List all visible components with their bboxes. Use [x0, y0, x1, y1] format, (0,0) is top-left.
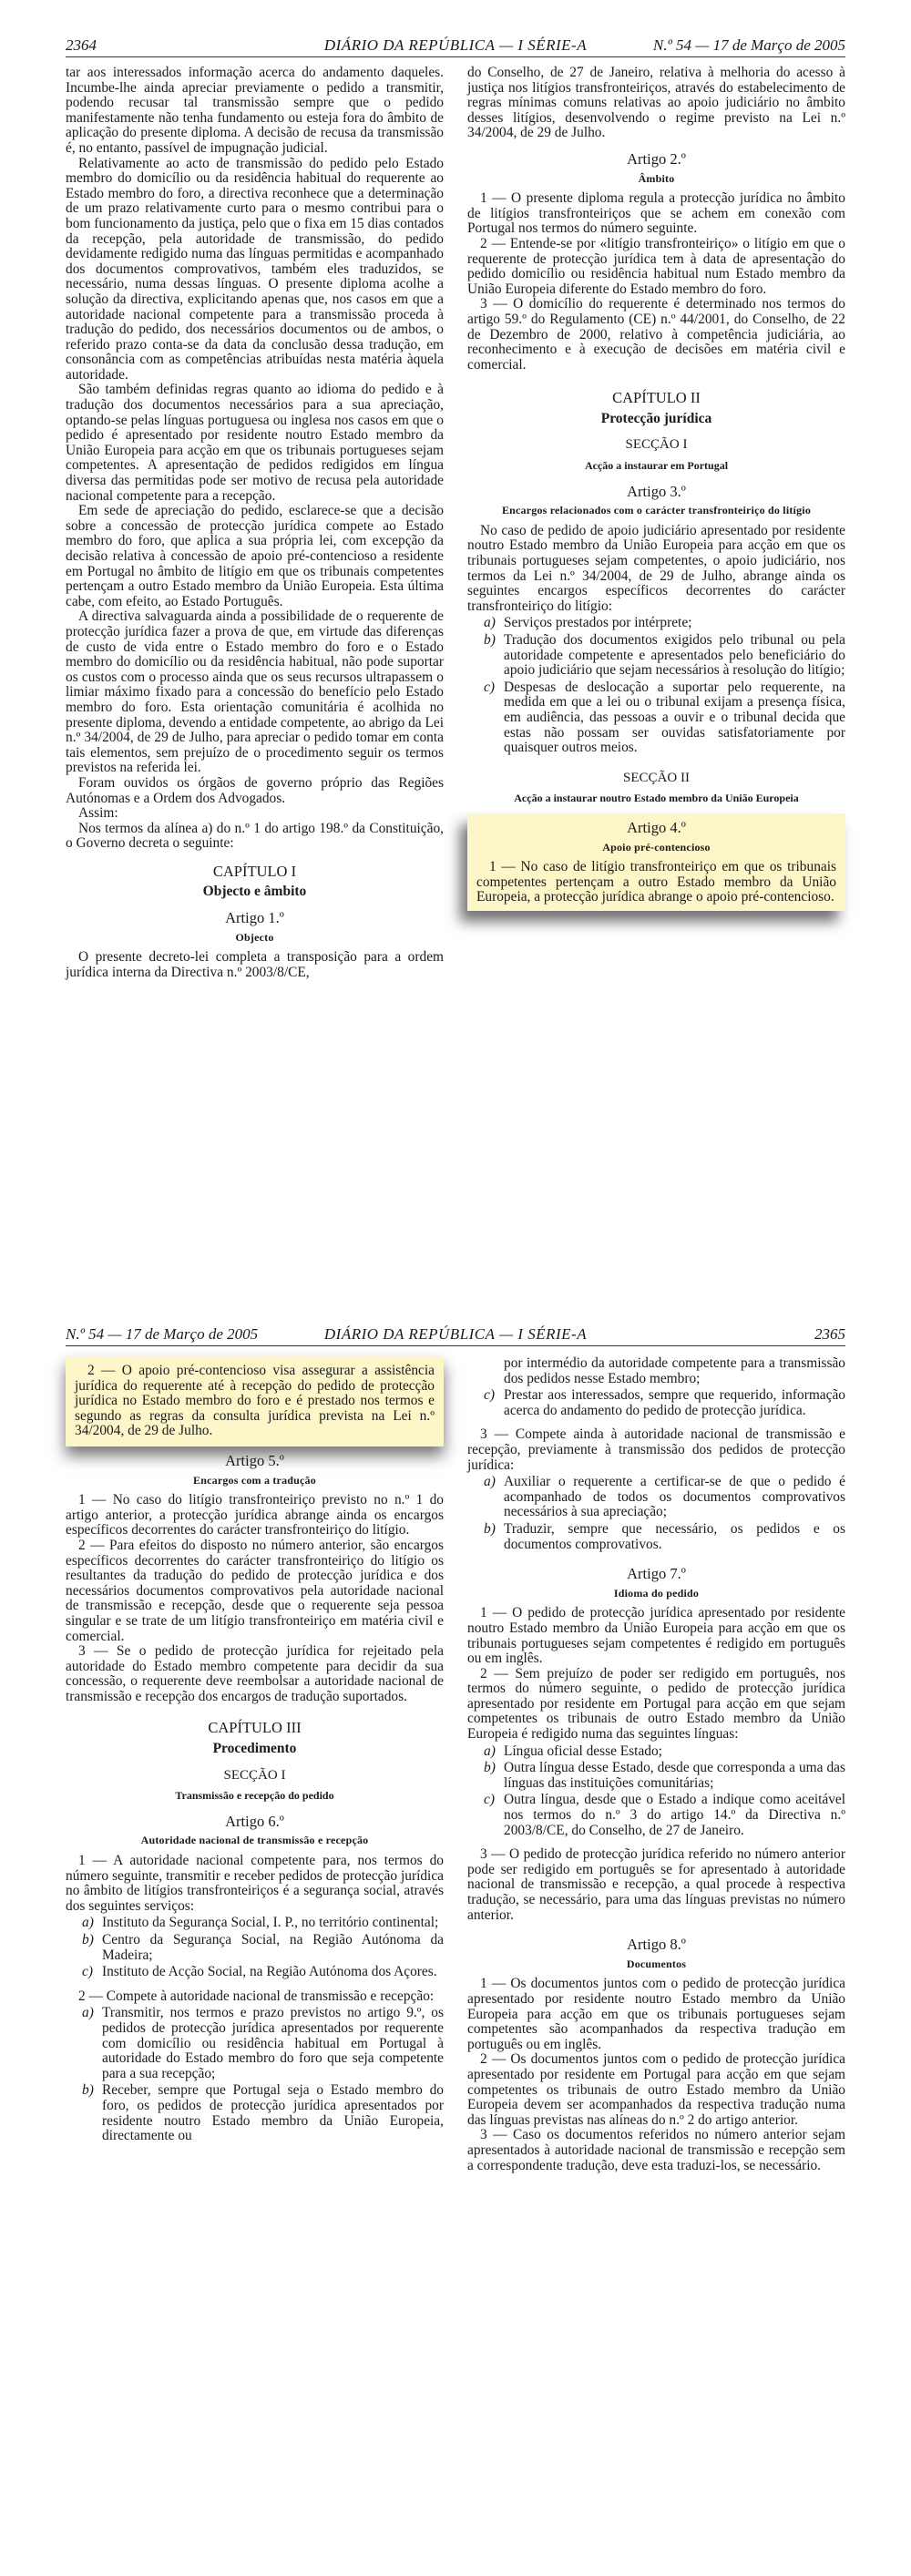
item-label: a): [484, 1474, 496, 1490]
section-subtitle: Acção a instaurar em Portugal: [584, 459, 729, 473]
section-title: SECÇÃO I: [223, 1767, 286, 1783]
item-label: a): [484, 1743, 496, 1759]
list-item: [484, 1744, 845, 1760]
item-label: a): [82, 2005, 94, 2021]
list-item: [82, 2083, 444, 2143]
right-column: [467, 1356, 845, 2173]
page-2365: [0, 1316, 911, 2576]
list-item: [82, 2006, 444, 2081]
item-label: a): [82, 1915, 94, 1931]
section-subtitle: Transmissão e recepção do pedido: [175, 1789, 334, 1803]
article-title: Artigo 2.º: [627, 149, 686, 168]
journal-title: DIÁRIO DA REPÚBLICA — I SÉRIE-A: [323, 1325, 588, 1343]
paragraph: 2 — Sem prejuízo de poder ser redigido em português, nos termos do número seguinte, o pedido de protecção jurídica apresentado por residente em Portugal para acção em que sejam competentes os tribunais de outro Estado membro da União Europeia é redigido numa das seguintes línguas:: [467, 1665, 845, 1743]
chapter-subtitle: Objecto e âmbito: [202, 884, 307, 900]
section-subtitle: Acção a instaurar noutro Estado membro da União Europeia: [514, 792, 799, 805]
paragraph: 1 — O presente diploma regula a protecção jurídica no âmbito de litígios transfronteiriços que se achem em conexão com Portugal nos termos do número seguinte.: [467, 190, 845, 237]
item-text: por intermédio da autoridade competente para a transmissão dos pedidos nesse Estado membro;: [504, 1355, 845, 1386]
chapter-title: CAPÍTULO I: [212, 862, 297, 880]
paragraph: 1 — No caso de litígio transfronteiriço em que os tribunais competentes pertençam a outro Estado membro da União Europeia, a protecção jurídica abrange o apoio pré-contencioso.: [476, 859, 836, 905]
list-item: [484, 680, 845, 756]
list-item: [82, 1916, 444, 1931]
article-title: Artigo 3.º: [627, 482, 686, 500]
item-text: Transmitir, nos termos e prazo previstos no artigo 9.º, os pedidos de protecção jurídica apresentados por requerente com domicílio ou residência habitual em Portugal à autoridade do Estado membro do foro que seja competente para a sua recepção;: [102, 2005, 444, 2081]
article-subtitle: Objecto: [235, 930, 274, 944]
paragraph: 3 — O pedido de protecção jurídica referido no número anterior pode ser redigido em português se for apresentado à autoridade nacional de transmissão e recepção, a qual procede à respectiva tradução, se necessário, para uma das línguas previstas no número anterior.: [467, 1846, 845, 1923]
item-label: b): [484, 632, 496, 648]
item-text: Serviços prestados por intérprete;: [504, 615, 692, 631]
article-subtitle: Idioma do pedido: [613, 1586, 700, 1600]
page-2364: [0, 0, 911, 1266]
article-title: Artigo 8.º: [627, 1936, 686, 1954]
page-number: 2365: [814, 1325, 845, 1343]
item-text: Despesas de deslocação a suportar pelo requerente, na medida em que a lei ou o tribunal exijam a presença física, em audiência, das pessoas a ouvir e o tribunal decida que estas não possam ser ouvidas satisfatoriamente por quaisquer outros meios.: [504, 679, 845, 756]
header-rule: [66, 1345, 845, 1346]
paragraph: No caso de pedido de apoio judiciário apresentado por residente noutro Estado membro da União Europeia para acção em que os tribunais portugueses sejam competentes, o apoio judiciário, nos termos da Lei n.º 34/2004, de 29 de Julho, abrange ainda os seguintes encargos específicos decorrentes do carácter transfronteiriço do litígio:: [467, 522, 845, 614]
highlighted-article-4-n2: [66, 1356, 444, 1446]
section-title: SECÇÃO I: [625, 437, 688, 453]
paragraph: São também definidas regras quanto ao idioma do pedido e à tradução dos documentos necessários para a sua apreciação, optando-se pelas línguas portuguesa ou inglesa nos casos em que o pedido é apresentado por residente noutro Estado membro da União Europeia para acção em que os tribunais portugueses sejam competentes. A apresentação de pedidos redigidos em língua diversa das permitidas pode ser motivo de recusa pela autoridade nacional competente para a recepção.: [66, 382, 444, 504]
paragraph: 3 — Caso os documentos referidos no número anterior sejam apresentados à autoridade nacional de transmissão e recepção sem a correspondente tradução, deve esta traduzi-los, se necessário.: [467, 2127, 845, 2173]
item-text: Centro da Segurança Social, na Região Autónoma da Madeira;: [102, 1932, 444, 1963]
item-text: Traduzir, sempre que necessário, os pedidos e os documentos comprovativos.: [504, 1520, 845, 1552]
paragraph: 2 — Entende-se por «litígio transfronteiriço» o litígio em que o requerente de protecção jurídica tem à data de apresentação do pedido domicílio ou residência habitual num Estado membro da União Europeia diferente do Estado membro do foro.: [467, 235, 845, 297]
list-item-continued: [484, 1356, 845, 1386]
page-gap: [0, 1266, 911, 1316]
paragraph: 1 — A autoridade nacional competente para, nos termos do número seguinte, transmitir e receber pedidos de protecção jurídica no âmbito de litígios transfronteiriços é a segurança social, através dos seguintes serviços:: [66, 1853, 444, 1914]
paragraph: do Conselho, de 27 de Janeiro, relativa à melhoria do acesso à justiça nos litígios transfronteiriços, através do estabelecimento de regras mínimas comuns relativas ao apoio judiciário no âmbito desses litígios, desenvolvendo o regime previsto na Lei n.º 34/2004, de 29 de Julho.: [467, 65, 845, 141]
list-item: [484, 633, 845, 679]
list-item: [484, 1522, 845, 1552]
paragraph: Assim:: [78, 805, 118, 822]
item-text: Instituto da Segurança Social, I. P., no território continental;: [102, 1915, 439, 1931]
chapter-title: CAPÍTULO II: [612, 389, 701, 407]
item-label: c): [484, 1792, 495, 1808]
paragraph: 3 — O domicílio do requerente é determinado nos termos do artigo 59.º do Regulamento (CE) n.º 44/2001, do Conselho, de 22 de Dezembro de 2000, relativo à competência judiciária, ao reconhecimento e à execução de decisões em matéria civil e comercial.: [467, 296, 845, 373]
article-subtitle: Âmbito: [638, 171, 675, 185]
paragraph: O presente decreto-lei completa a transposição para a ordem jurídica interna da Directiva n.º 2003/8/CE,: [66, 949, 444, 980]
item-text: Prestar aos interessados, sempre que requerido, informação acerca do andamento do pedido de protecção jurídica.: [504, 1387, 845, 1418]
right-column: [467, 66, 845, 911]
article-title: Artigo 5.º: [225, 1451, 284, 1469]
item-text: Outra língua desse Estado, desde que corresponda a uma das línguas das instituições comunitárias;: [504, 1760, 845, 1791]
chapter-title: CAPÍTULO III: [208, 1719, 302, 1737]
page-header: [66, 36, 845, 64]
item-label: a): [484, 615, 496, 631]
paragraph: Nos termos da alínea a) do n.º 1 do artigo 198.º da Constituição, o Governo decreta o seguinte:: [66, 820, 444, 852]
list-item: [484, 616, 845, 631]
item-text: Língua oficial desse Estado;: [504, 1743, 662, 1759]
item-label: c): [484, 679, 495, 695]
list-item: [484, 1793, 845, 1838]
article-title: Artigo 4.º: [627, 818, 686, 836]
journal-title: DIÁRIO DA REPÚBLICA — I SÉRIE-A: [323, 36, 588, 54]
item-label: b): [484, 1760, 496, 1776]
item-label: b): [82, 2082, 94, 2099]
article-subtitle: Encargos relacionados com o carácter transfronteiriço do litígio: [501, 504, 812, 517]
item-label: b): [82, 1932, 94, 1947]
paragraph: Foram ouvidos os órgãos de governo próprio das Regiões Autónomas e a Ordem dos Advogados.: [66, 774, 444, 806]
list-item: [484, 1475, 845, 1520]
list-item: [82, 1965, 444, 1980]
paragraph: 2 — Compete à autoridade nacional de transmissão e recepção:: [78, 1988, 435, 2004]
paragraph: 3 — Compete ainda à autoridade nacional de transmissão e recepção, previamente à transmissão dos pedidos de protecção jurídica:: [467, 1426, 845, 1473]
article-title: Artigo 6.º: [225, 1812, 284, 1830]
section-title: SECÇÃO II: [623, 770, 690, 785]
list-item: [484, 1761, 845, 1791]
item-label: c): [82, 1964, 93, 1980]
paragraph: 1 — No caso do litígio transfronteiriço previsto no n.º 1 do artigo anterior, a protecção jurídica abrange ainda os encargos específicos decorrentes do carácter transfronteiriço do litígio.: [66, 1492, 444, 1538]
paragraph: 1 — Os documentos juntos com o pedido de protecção jurídica apresentado por residente noutro Estado membro da União Europeia para acção em que os tribunais portugueses sejam competentes são acompanhados da respectiva tradução em português ou em inglês.: [467, 1976, 845, 2052]
left-column: [66, 66, 444, 980]
article-subtitle: Autoridade nacional de transmissão e recepção: [140, 1834, 369, 1847]
item-label: c): [484, 1387, 495, 1404]
chapter-subtitle: Protecção jurídica: [600, 410, 712, 426]
page-header: [66, 1325, 845, 1353]
paragraph: 3 — Se o pedido de protecção jurídica for rejeitado pela autoridade do Estado membro competente para decidir da sua concessão, o requerente deve reembolsar a autoridade nacional de transmissão e recepção dos encargos de tradução suportados.: [66, 1643, 444, 1704]
list-item: [484, 1388, 845, 1418]
paragraph: A directiva salvaguarda ainda a possibilidade de o requerente de protecção jurídica fazer a prova de que, em virtude das diferenças de custo de vida entre o Estado membro do foro e o Estado membro do domicílio ou da residência habitual, não pode suportar os custos com o processo ainda que os seus recursos ultrapassem o limiar máximo fixado para a concessão do benefício pelo Estado membro do foro. Esta orientação comunitária é acolhida no presente diploma, devendo a entidade competente, ao abrigo da Lei n.º 34/2004, de 29 de Julho, para apreciar o pedido tomar em conta tais elementos, sem prejuízo de o procedimento seguir os termos previstos na referida lei.: [66, 608, 444, 776]
paragraph: tar aos interessados informação acerca do andamento daqueles. Incumbe-lhe ainda apreciar previamente o pedido a transmitir, podendo recusar tal transmissão sempre que o pedido manifestamente não tenha fundamento ou esteja fora do âmbito de aplicação do presente diploma. A decisão de recusa da transmissão é, no entanto, passível de impugnação judicial.: [66, 65, 444, 156]
highlighted-article-4: [467, 813, 845, 911]
article-subtitle: Documentos: [626, 1957, 687, 1970]
list-item: [82, 1933, 444, 1963]
issue-date: N.º 54 — 17 de Março de 2005: [66, 1325, 259, 1343]
paragraph: 1 — O pedido de protecção jurídica apresentado por residente noutro Estado membro da União Europeia para acção em que os tribunais portugueses sejam competentes é redigido em português ou em inglês.: [467, 1605, 845, 1667]
paragraph: 2 — O apoio pré-contencioso visa assegurar a assistência jurídica do requerente até à recepção do pedido de protecção jurídica no Estado membro do foro e é prestado nos termos e segundo as regras da consulta jurídica prevista na Lei n.º 34/2004, de 29 de Julho.: [75, 1363, 435, 1439]
paragraph: 2 — Para efeitos do disposto no número anterior, são encargos específicos decorrentes do carácter transfronteiriço do litígio os resultantes da tradução do pedido de protecção jurídica e dos necessários documentos comprovativos pela autoridade nacional de transmissão e recepção, desde que o requerente seja pessoa singular e se trate de um litígio transfronteiriço em matéria civil e comercial.: [66, 1537, 444, 1644]
item-text: Tradução dos documentos exigidos pelo tribunal ou pela autoridade competente e apresentados pelo beneficiário do apoio judiciário que sejam necessários à resolução do litígio;: [504, 632, 845, 679]
item-text: Auxiliar o requerente a certificar-se de que o pedido é acompanhado de todos os documentos comprovativos necessários à sua apreciação;: [504, 1474, 845, 1520]
chapter-subtitle: Procedimento: [212, 1741, 297, 1757]
paragraph: 2 — Os documentos juntos com o pedido de protecção jurídica apresentado por residente em Portugal para acção em que sejam competentes os tribunais de outro Estado membro da União Europeia devem ser acompanhados da respectiva tradução numa das línguas previstas nas alíneas do n.º 2 do artigo anterior.: [467, 2051, 845, 2128]
paragraph: Relativamente ao acto de transmissão do pedido pelo Estado membro do domicílio ou da residência habitual do requerente ao Estado membro do foro, a directiva reconhece que a determinação de um prazo relativamente curto para o mesmo contribui para o bom funcionamento da justiça, pelo que o fixa em 15 dias contados da recepção, pela autoridade de transmissão, do pedido devidamente redigido numa das línguas permitidas e acompanhado dos documentos comprovativos, também eles traduzidos, se necessário, numa dessas línguas. O presente diploma acolhe a solução da directiva, explicitando apenas que, nos casos em que a autoridade nacional competente para a transmissão proceda à tradução do pedido, dos necessários documentos ou de ambos, o referido prazo conta-se da data da conclusão dessa tradução, em consonância com as competências atribuídas nesta matéria àquela autoridade.: [66, 155, 444, 383]
article-subtitle: Apoio pré-contencioso: [602, 840, 711, 854]
item-text: Outra língua, desde que o Estado a indique como aceitável nos termos do n.º 3 do artigo 14.º da Directiva n.º 2003/8/CE, do Conselho, de 27 de Janeiro.: [504, 1792, 845, 1838]
issue-date: N.º 54 — 17 de Março de 2005: [652, 36, 845, 54]
item-text: Instituto de Acção Social, na Região Autónoma dos Açores.: [102, 1964, 437, 1980]
page-number: 2364: [66, 36, 97, 54]
paragraph: Em sede de apreciação do pedido, esclarece-se que a decisão sobre a concessão de protecção jurídica compete ao Estado membro do foro, que aplica a sua própria lei, com excepção da decisão relativa à concessão de apoio pré-contencioso a residente em Portugal no âmbito de litígio em que os tribunais competentes pertençam a outro Estado membro da União Europeia. Esta última cabe, com efeito, ao Estado Português.: [66, 503, 444, 609]
article-title: Artigo 1.º: [225, 909, 284, 927]
item-text: Receber, sempre que Portugal seja o Estado membro do foro, os pedidos de protecção jurídica apresentados por residente noutro Estado membro da União Europeia, directamente ou: [102, 2082, 444, 2144]
left-column: [66, 1356, 444, 2146]
article-title: Artigo 7.º: [627, 1565, 686, 1583]
header-rule: [66, 56, 845, 57]
item-label: b): [484, 1520, 496, 1537]
article-subtitle: Encargos com a tradução: [193, 1473, 316, 1487]
